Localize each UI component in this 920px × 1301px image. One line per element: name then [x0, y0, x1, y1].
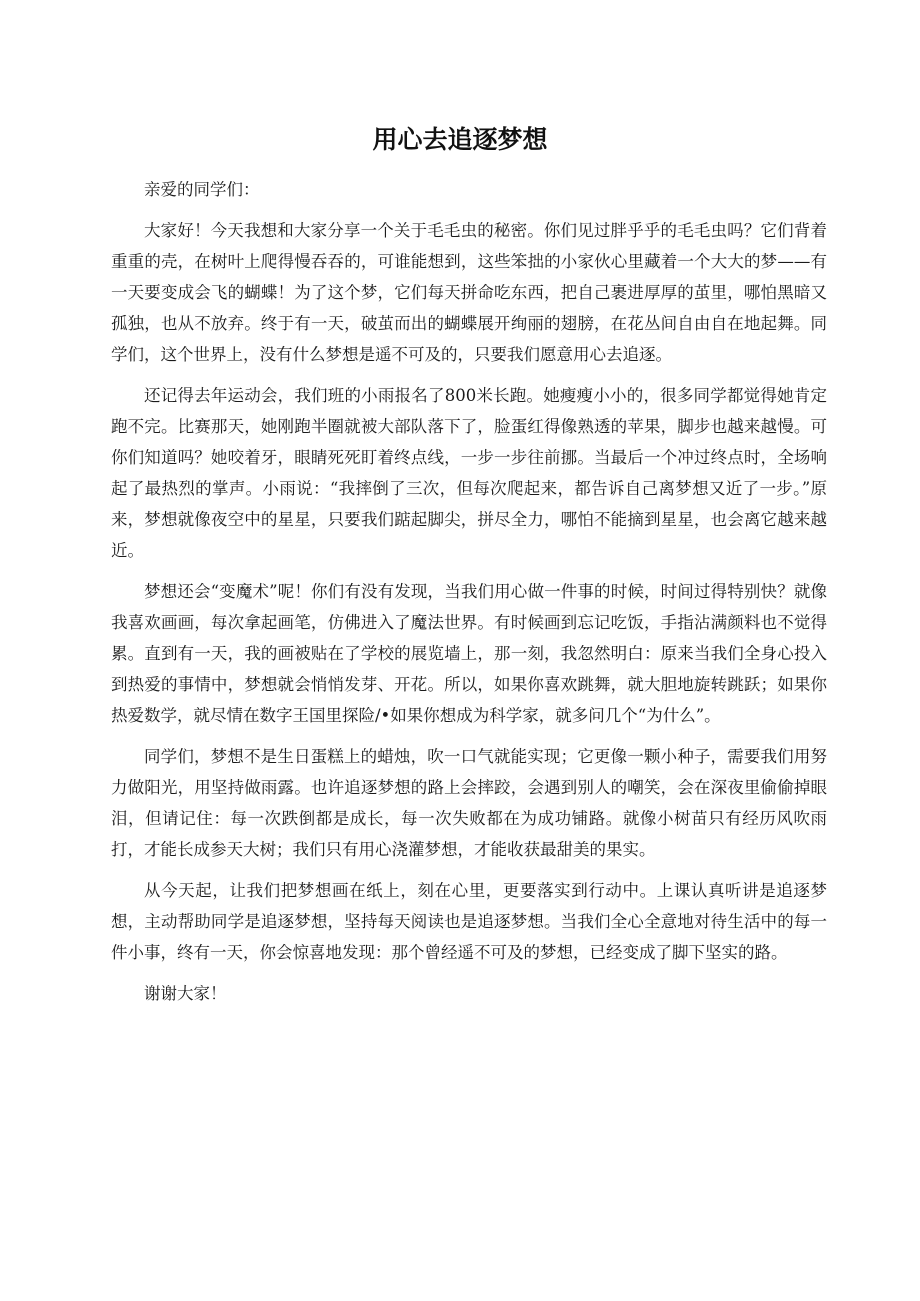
paragraph-dream-seed: 同学们，梦想不是生日蛋糕上的蜡烛，吹一口气就能实现；它更像一颗小种子，需要我们用努力做阳光，用坚持做雨露。也许追逐梦想的路上会摔跤，会遇到别人的嘲笑，会在深夜里偷偷掉眼泪，但请记住：每一次跌倒都是成长，每一次失败都在为成功铺路。就像小树苗只有经历风吹雨打，才能长成参天大树；我们只有用心浇灌梦想，才能收获最甜美的果实。: [111, 747, 827, 859]
document-title: 用心去追逐梦想: [372, 125, 548, 154]
closing: 谢谢大家！: [144, 984, 227, 1003]
paragraph-sports-meet: 还记得去年运动会，我们班的小雨报名了800米长跑。她瘦瘦小小的，很多同学都觉得她肯定跑不完。比赛那天，她刚跑半圈就被大部队落下了，脸蛋红得像熟透的苹果，脚步也越来越慢。可你们知道吗？她咬着牙，眼睛死死盯着终点线，一步一步往前挪。当最后一个冲过终点时，全场响起了最热烈的掌声。小雨说：“我摔倒了三次，但每次爬起来，都告诉自己离梦想又近了一步。”原来，梦想就像夜空中的星星，只要我们踮起脚尖，拼尽全力，哪怕不能摘到星星，也会离它越来越近。: [111, 386, 827, 560]
document-body: [111, 174, 827, 1019]
salutation: 亲爱的同学们：: [144, 180, 260, 199]
paragraph-dream-magic: 梦想还会“变魔术”呢！你们有没有发现，当我们用心做一件事的时候，时间过得特别快？就像我喜欢画画，每次拿起画笔，仿佛进入了魔法世界。有时候画到忘记吃饭，手指沾满颜料也不觉得累。直到有一天，我的画被贴在了学校的展览墙上，那一刻，我忽然明白：原来当我们全身心投入到热爱的事情中，梦想就会悄悄发芽、开花。所以，如果你喜欢跳舞，就大胆地旋转跳跃；如果你热爱数学，就尽情在数字王国里探险/•如果你想成为科学家，就多问几个“为什么”。: [111, 582, 827, 725]
paragraph-action: 从今天起，让我们把梦想画在纸上，刻在心里，更要落实到行动中。上课认真听讲是追逐梦想，主动帮助同学是追逐梦想，坚持每天阅读也是追逐梦想。当我们全心全意地对待生活中的每一件小事，终有一天，你会惊喜地发现：那个曾经遥不可及的梦想，已经变成了脚下坚实的路。: [111, 881, 827, 962]
paragraph-caterpillar: 大家好！今天我想和大家分享一个关于毛毛虫的秘密。你们见过胖乎乎的毛毛虫吗？它们背着重重的壳，在树叶上爬得慢吞吞的，可谁能想到，这些笨拙的小家伙心里藏着一个大大的梦——有一天要变成会飞的蝴蝶！为了这个梦，它们每天拼命吃东西，把自己裹进厚厚的茧里，哪怕黑暗又孤独，也从不放弃。终于有一天，破茧而出的蝴蝶展开绚丽的翅膀，在花丛间自由自在地起舞。同学们，这个世界上，没有什么梦想是遥不可及的，只要我们愿意用心去追逐。: [111, 221, 827, 364]
